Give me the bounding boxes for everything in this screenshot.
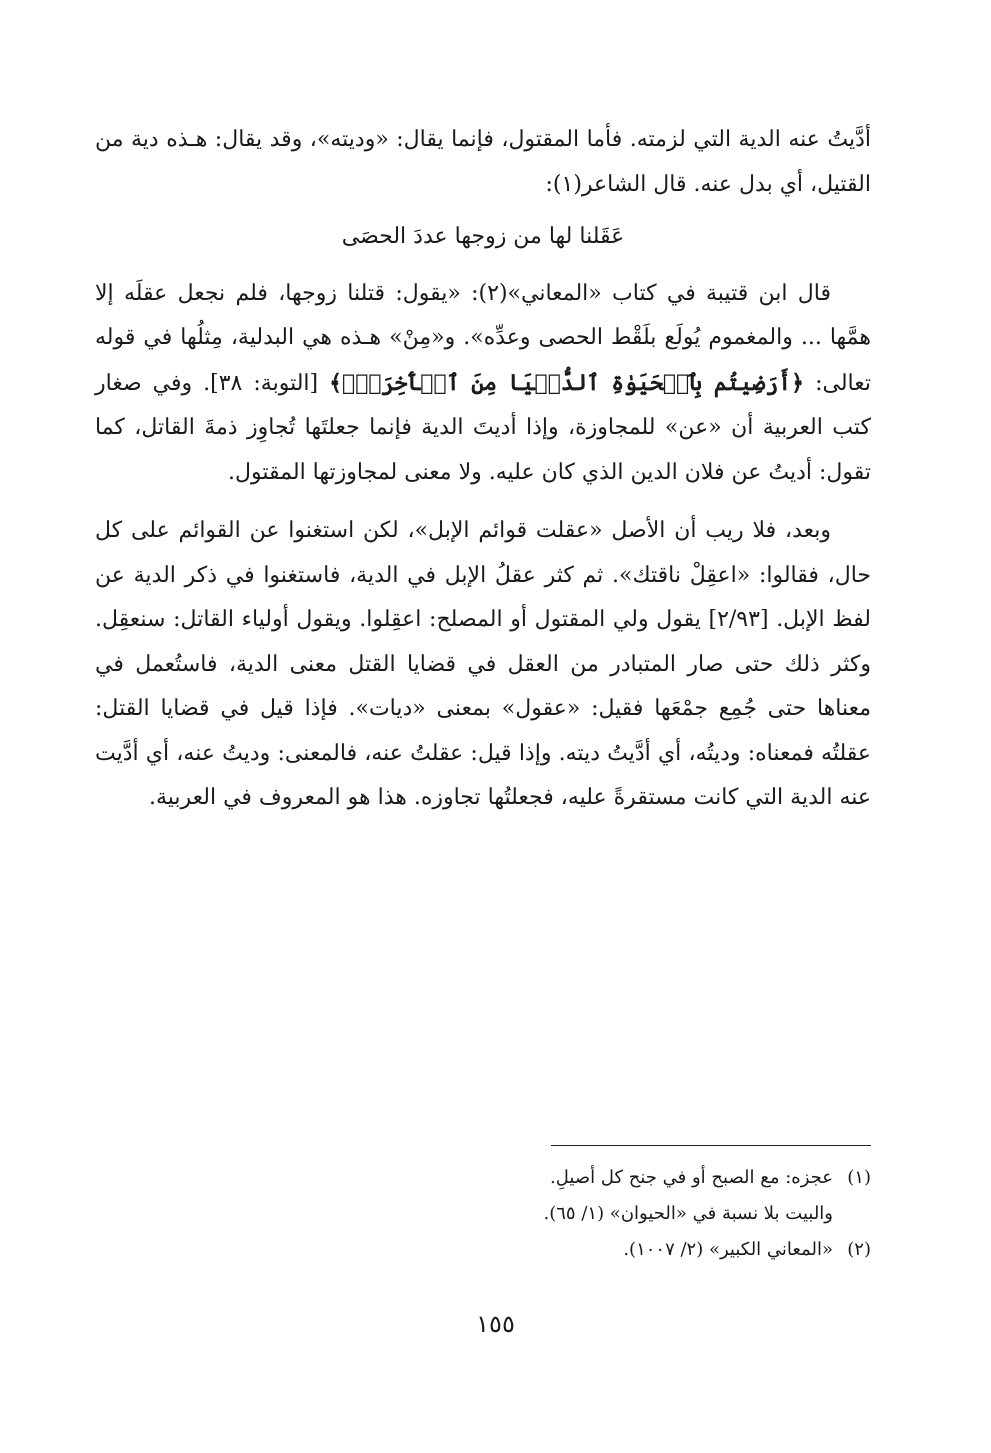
footnote-2-number: (٢) <box>847 1239 871 1260</box>
paragraph-3: وبعد، فلا ريب أن الأصل «عقلت قوائم الإبل»، لكن استغنوا عن القوائم على كل حال، فقالوا: «اعقِلْ ناقتك». ثم كثر عقلُ الإبل في الدية، فاستغنوا في ذكر الدية عن لفظ الإبل. [٢/٩٣] يقول ولي المقتول أو المصلح: اعقِلوا. ويقول أولياء القاتل: سنعقِل. وكثر ذلك حتى صار المتبادر من العقل في قضايا القتل معنى الدية، فاستُعمل في معناها حتى جُمِع جمْعَها فقيل: «عقول» بمعنى «ديات». فإذا قيل في قضايا القتل: عقلتُه فمعناه: وديتُه، أي أدَّيتُ ديته. وإذا قيل: عقلتُ عنه، فالمعنى: وديتُ عنه، أي أدَّيت عنه الدية التي كانت مستقرةً عليه، فجعلتُها تجاوزه. هذا هو المعروف في العربية. <box>95 518 871 810</box>
main-text <box>95 118 871 821</box>
footnote-1-number: (١) <box>847 1167 871 1188</box>
footnote-1b-text: والبيت بلا نسبة في «الحيوان» (١/ ٦٥). <box>543 1203 833 1224</box>
paragraph-2 <box>95 272 871 496</box>
paragraph-2-continuation: [التوبة: ٣٨]. وفي صغار كتب العربية أن «عن» للمجاوزة، وإذا أديتَ الدية فإنما جعلتَها تُجاوِز ذمةَ القاتل، كما تقول: أديتُ عن فلان الدين الذي كان عليه. ولا معنى لمجاوزتها المقتول. <box>95 370 871 485</box>
paragraph-2-text: قال ابن قتيبة في كتاب «المعاني»(٢): «يقول: قتلنا زوجها، فلم نجعل عقلَه إلا همَّها ... والمغموم يُولَع بلَقْط الحصى وعدِّه». و«مِنْ» هـذه هي البدلية، مِثلُها في قوله تعالى: <box>95 280 871 396</box>
paragraph-1: أدَّيتُ عنه الدية التي لزمته. فأما المقتول، فإنما يقال: «وديته»، وقد يقال: هـذه دية من القتيل، أي بدل عنه. قال الشاعر(١): <box>95 127 871 197</box>
footnote-1-text: عجزه: مع الصبح أو في جنح كل أصيلِ. <box>550 1167 833 1188</box>
footnote-separator <box>551 1145 871 1146</box>
footnote-1 <box>95 1160 871 1196</box>
footnote-2-text: «المعاني الكبير» (٢/ ١٠٠٧). <box>623 1239 833 1260</box>
footnote-1-continuation <box>95 1196 871 1232</box>
page-number: ١٥٥ <box>476 1310 515 1338</box>
footnote-2 <box>95 1232 871 1268</box>
poetry-verse: عَقَلنا لها من زوجها عددَ الحصَى <box>341 224 625 249</box>
footnotes <box>95 1160 871 1268</box>
quran-quote: ﴿أَرَضِيتُم بِٱلۡحَيَوٰةِ ٱلدُّنۡيَا مِنَ ٱلۡأٓخِرَةِۚ﴾ <box>329 369 805 396</box>
